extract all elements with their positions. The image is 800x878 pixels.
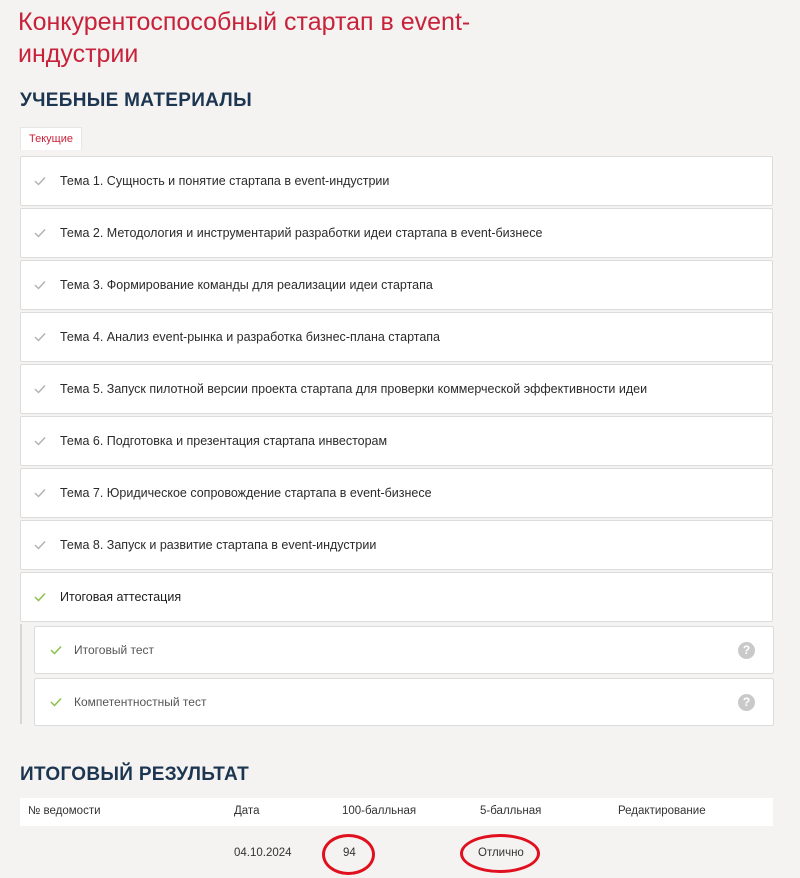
column-header-score-5: 5-балльная bbox=[480, 805, 542, 817]
cell-score-100: 94 bbox=[343, 847, 356, 859]
topic-label: Тема 7. Юридическое сопровождение стартапа в event-бизнесе bbox=[60, 486, 432, 500]
topic-list bbox=[20, 156, 773, 624]
column-header-date: Дата bbox=[234, 805, 260, 817]
column-header-edit: Редактирование bbox=[618, 805, 706, 817]
checkmark-icon bbox=[34, 176, 48, 186]
checkmark-icon bbox=[50, 697, 64, 707]
checkmark-icon bbox=[34, 280, 48, 290]
checkmark-icon bbox=[34, 384, 48, 394]
topic-label: Тема 5. Запуск пилотной версии проекта стартапа для проверки коммерческой эффективности идеи bbox=[60, 382, 648, 396]
topic-item-2[interactable] bbox=[20, 208, 773, 258]
subitem-final-test[interactable] bbox=[34, 626, 774, 674]
materials-heading: УЧЕБНЫЕ МАТЕРИАЛЫ bbox=[20, 90, 252, 111]
final-attestation-label: Итоговая аттестация bbox=[60, 590, 182, 604]
checkmark-icon bbox=[34, 592, 48, 602]
topic-label: Тема 2. Методология и инструментарий разработки идеи стартапа в event-бизнесе bbox=[60, 226, 543, 240]
column-header-score-100: 100-балльная bbox=[342, 805, 417, 817]
subitem-label: Итоговый тест bbox=[74, 643, 155, 657]
checkmark-icon bbox=[34, 228, 48, 238]
cell-date: 04.10.2024 bbox=[234, 847, 292, 859]
topic-item-6[interactable] bbox=[20, 416, 773, 466]
topic-label: Тема 4. Анализ event-рынка и разработка бизнес-плана стартапа bbox=[60, 330, 441, 344]
result-heading: ИТОГОВЫЙ РЕЗУЛЬТАТ bbox=[20, 764, 250, 785]
page-title: Конкурентоспособный стартап в event-индустрии bbox=[18, 8, 471, 68]
topic-item-1[interactable] bbox=[20, 156, 773, 206]
tab-current[interactable]: Текущие bbox=[20, 127, 82, 150]
checkmark-icon bbox=[34, 540, 48, 550]
question-circle-icon[interactable]: ? bbox=[738, 642, 755, 659]
topic-label: Тема 1. Сущность и понятие стартапа в event-индустрии bbox=[60, 174, 390, 188]
topic-label: Тема 3. Формирование команды для реализации идеи стартапа bbox=[60, 278, 433, 292]
topic-label: Тема 8. Запуск и развитие стартапа в event-индустрии bbox=[60, 538, 377, 552]
subitem-label: Компетентностный тест bbox=[74, 695, 207, 709]
final-attestation-subitems bbox=[20, 624, 773, 724]
final-attestation-item[interactable] bbox=[20, 572, 773, 622]
topic-item-7[interactable] bbox=[20, 468, 773, 518]
column-header-statement: № ведомости bbox=[28, 805, 101, 817]
checkmark-icon bbox=[34, 488, 48, 498]
subitem-competency-test[interactable] bbox=[34, 678, 774, 726]
topic-label: Тема 6. Подготовка и презентация стартапа инвесторам bbox=[60, 434, 388, 448]
highlight-circle-grade bbox=[460, 834, 540, 873]
topic-item-5[interactable] bbox=[20, 364, 773, 414]
topic-item-3[interactable] bbox=[20, 260, 773, 310]
topic-item-8[interactable] bbox=[20, 520, 773, 570]
highlight-circle-score bbox=[322, 834, 375, 875]
checkmark-icon bbox=[34, 436, 48, 446]
checkmark-icon bbox=[34, 332, 48, 342]
checkmark-icon bbox=[50, 645, 64, 655]
table-row bbox=[20, 828, 773, 878]
results-table-header bbox=[20, 798, 773, 826]
question-circle-icon[interactable]: ? bbox=[738, 694, 755, 711]
cell-score-5: Отлично bbox=[478, 847, 524, 859]
topic-item-4[interactable] bbox=[20, 312, 773, 362]
